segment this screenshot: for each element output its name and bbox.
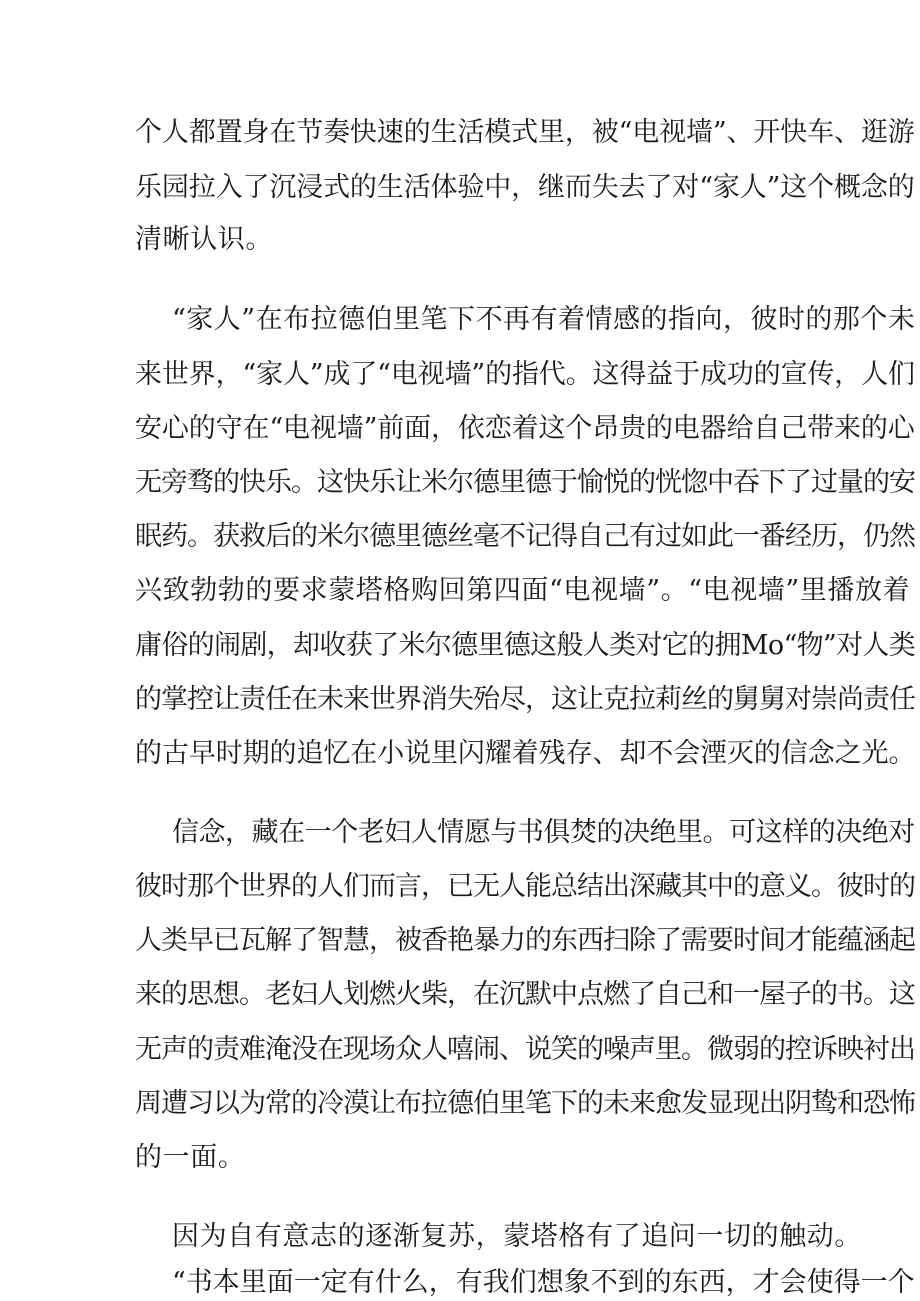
text-line: 眠药。获救后的米尔德里德丝毫不记得自己有过如此一番经历，仍然 <box>135 521 915 552</box>
text-line: 信念，藏在一个老妇人情愿与书俱焚的决绝里。可这样的决绝对 <box>172 817 915 848</box>
text-line: 乐园拉入了沉浸式的生活体验中，继而失去了对“家人”这个概念的 <box>135 172 915 203</box>
text-line: 的古早时期的追忆在小说里闪耀着残存、却不会湮灭的信念之光。 <box>135 738 916 769</box>
text-line: 人类早已瓦解了智慧，被香艳暴力的东西扫除了需要时间才能蕴涵起 <box>135 925 915 956</box>
text-line: 清晰认识。 <box>135 224 273 255</box>
text-line: “书本里面一定有什么，有我们想象不到的东西，才会使得一个 <box>172 1267 915 1298</box>
text-line: 周遭习以为常的冷漠让布拉德伯里笔下的未来愈发显现出阴鸷和恐怖 <box>135 1088 915 1119</box>
text-line: 安心的守在“电视墙”前面，依恋着这个昂贵的电器给自己带来的心 <box>135 413 915 444</box>
text-line: 兴致勃勃的要求蒙塔格购回第四面“电视墙”。“电视墙”里播放着 <box>135 575 911 606</box>
text-line: 庸俗的闹剧，却收获了米尔德里德这般人类对它的拥Mo“物”对人类 <box>135 630 916 661</box>
text-line: “家人”在布拉德伯里笔下不再有着情感的指向，彼时的那个未 <box>172 304 916 335</box>
text-line: 无声的责难淹没在现场众人嘻闹、说笑的噪声里。微弱的控诉映衬出 <box>135 1034 915 1065</box>
text-line: 彼时那个世界的人们而言，已无人能总结出深藏其中的意义。彼时的 <box>135 871 915 902</box>
text-line: 来世界，“家人”成了“电视墙”的指代。这得益于成功的宣传，人们 <box>135 359 915 390</box>
text-line: 个人都置身在节奏快速的生活模式里，被“电视墙”、开快车、逛游 <box>135 117 915 148</box>
text-line: 因为自有意志的逐渐复苏，蒙塔格有了追问一切的触动。 <box>172 1221 862 1252</box>
text-line: 的掌控让责任在未来世界消失殆尽，这让克拉莉丝的舅舅对崇尚责任 <box>135 684 915 715</box>
text-line: 来的思想。老妇人划燃火柴，在沉默中点燃了自己和一屋子的书。这 <box>135 979 915 1010</box>
text-line: 无旁骛的快乐。这快乐让米尔德里德于愉悦的恍惚中吞下了过量的安 <box>135 467 915 498</box>
text-line: 的一面。 <box>135 1142 246 1173</box>
